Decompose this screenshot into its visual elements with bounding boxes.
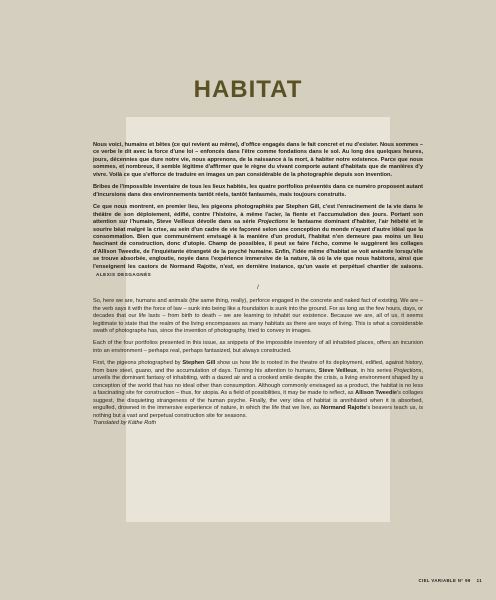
artist-name: Steve Veilleux	[318, 367, 357, 374]
series-title: Projections	[393, 367, 422, 374]
article-body	[93, 142, 423, 432]
author-signature: ALEXIS DESGAGNÉS	[96, 272, 152, 278]
page-footer	[419, 578, 482, 583]
artist-name: Allison Tweedie	[97, 248, 140, 255]
english-paragraph-2: Each of the four portfolios presented in this issue, as snippets of the impossible inventory of all inhabited places, offers an incursion into an environment – perhaps real, perhaps fantasized, but always constructed.	[93, 340, 423, 354]
french-text	[93, 142, 423, 280]
page-number: 11	[476, 578, 482, 583]
artist-name: Normand Rajotte	[320, 405, 367, 412]
translator-credit: Translated by Käthe Roth	[93, 419, 157, 426]
english-paragraph-3: First, the pigeons photographed by Stephen Gill show us how life is rooted in the theatre of its deployment, edified, against history, from bare steel, guano, and the accumulation of days. Turning his attention to humans, Steve Veilleux, in his series Projections, unveils the dominant fantasy of inhabiting, with a dazed air and a crooked smile despite the crisis, a living environment shaped by a conception of the world that has no ideal other than consumption. Although commonly envisaged as a product, the habitat is no less a fascinating site for construction – thus, for utopia. As a field of possibilities, it may be made to reflect, as Allison Tweedie's collages suggest, the disquieting strangeness of the human psyche. Finally, the very idea of habitat is annihilated when it is absorbed, engulfed, drowned in the immersive experience of nature, in which the life that we live, as Normand Rajotte's beavers teach us, is nothing but a vast and perpetual construction site for seasons. Translated by Käthe Roth	[93, 360, 423, 426]
artist-name: Allison Tweedie	[355, 390, 398, 397]
series-title: Projections	[257, 219, 289, 226]
artist-name: Stephen Gill	[182, 360, 216, 367]
english-text	[93, 298, 423, 427]
french-paragraph-3: Ce que nous montrent, en premier lieu, les pigeons photographiés par Stephen Gill, c'est l'enracinement de la vie dans le théâtre de son déploiement, édifié, contre l'histoire, à même l'acier, la fiente et l'accumulation des jours. Portant son attention sur l'humain, Steve Veilleux dévoile dans sa série Projections le fantasme dominant d'habiter, l'air hébété et le sourire béat malgré la crise, au sein d'un cadre de vie façonné selon une conception du monde n'ayant d'autre idéal que la consommation. Bien que communément envisagé à la manière d'un produit, l'habitat n'en demeure pas moins un lieu fascinant de construction, donc d'utopie. Champ de possibles, il peut se faire l'écho, comme le suggèrent les collages d'Allison Tweedie, de l'inquiétante étrangeté de la psyché humaine. Enfin, l'idée même d'habitat se voit anéantie lorsqu'elle se trouve absorbée, engloutie, noyée dans l'expérience immersive de la nature, là où la vie que nous habitons, ainsi que l'enseignent les castors de Normand Rajotte, n'est, en dernière instance, qu'un vaste et perpétuel chantier de saisons. ALEXIS DESGAGNÉS	[93, 204, 424, 278]
artist-name: Normand Rajotte	[169, 263, 216, 270]
french-paragraph-1: Nous voici, humains et bêtes (ce qui revient au même), d'office engagés dans le fait concret et nu d'exister. Nous sommes – ce verbe le dit avec la force d'une loi – enfoncés dans l'être comme fondations dans le sol. Au long des quelques heures, jours, décennies que dure notre vie, nous apprenons, de la naissance à la mort, à habiter notre existence. Parce que nous sommes, et nombreux, il semble légitime d'affirmer que le règne du vivant comporte autant d'habitats que de manières d'y vivre. Voilà ce que s'efforce de traduire en images un pan considérable de la photographie depuis son invention.	[93, 142, 423, 178]
magazine-issue: CIEL VARIABLE N° 99	[418, 578, 471, 583]
section-divider: /	[257, 284, 259, 291]
page-title: HABITAT	[193, 76, 303, 103]
french-paragraph-2: Bribes de l'impossible inventaire de tous les lieux habités, les quatre portfolios présentés dans ce numéro proposent autant d'incursions dans des environnements tantôt réels, tantôt fantasmés, mais toujours construits.	[93, 184, 423, 198]
artist-name: Stephen Gill	[286, 204, 320, 211]
artist-name: Steve Veilleux	[156, 219, 195, 226]
english-paragraph-1: So, here we are, humans and animals (the same thing, really), perforce engaged in the concrete and naked fact of existing. We are – the verb says it with the force of law – sunk into being like a foundation is sunk into the ground. For as long as the few hours, days, or decades that our life lasts – from birth to death – we are learning to inhabit our existence. Because we are, all of us, it seems legitimate to state that the realm of the living encompasses as many habitats as there are ways of living. This is what a considerable swath of photographs has, since the invention of photography, tried to convey in images.	[93, 298, 423, 334]
